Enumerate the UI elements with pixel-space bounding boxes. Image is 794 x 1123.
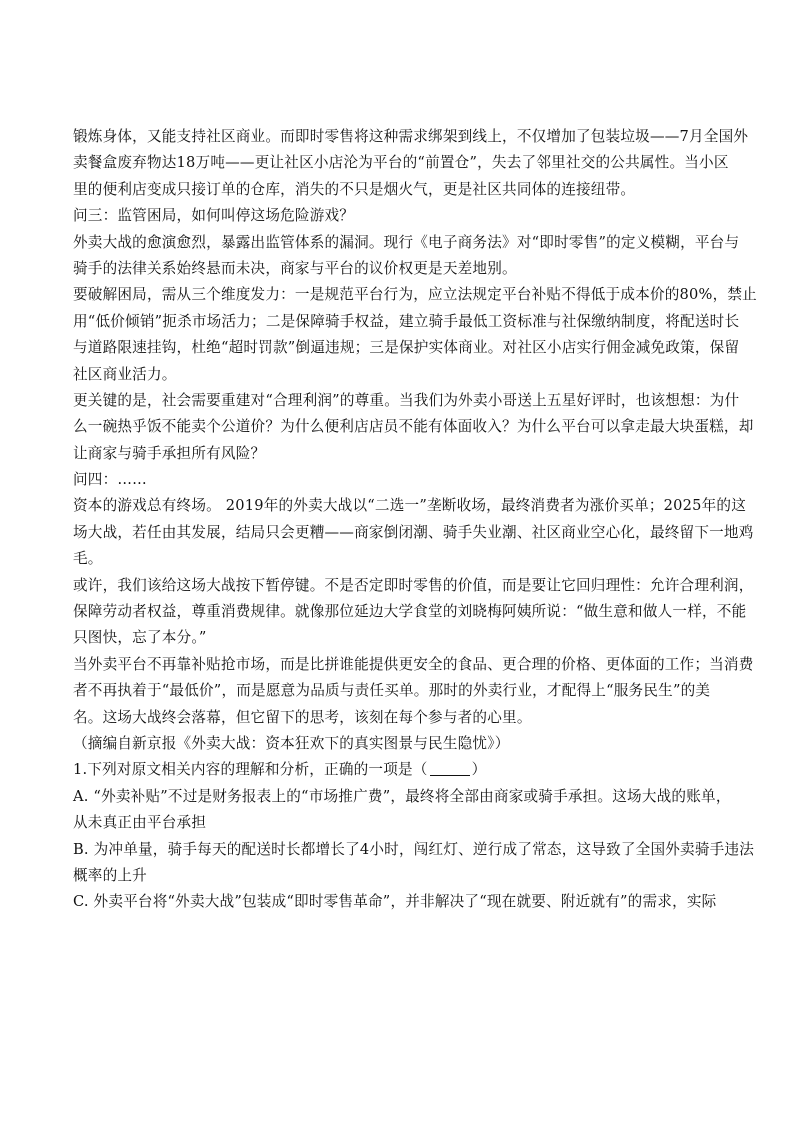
text-line: 或许，我们该给这场大战按下暂停键。不是否定即时零售的价值，而是要让它回归理性：允许合理利润， — [73, 576, 754, 594]
option-a: A. “外卖补贴”不过是财务报表上的“市场推广费”，最终将全部由商家或骑手承担。这场大战的账单， — [73, 787, 731, 805]
document-body — [73, 124, 757, 916]
text-line: 要破解困局，需从三个维度发力：一是规范平台行为，应立法规定平台补贴不得低于成本价的80%，禁止 — [73, 286, 757, 304]
answer-blank — [430, 761, 470, 776]
question-text: 1.下列对原文相关内容的理解和分析，正确的一项是（ — [73, 761, 428, 779]
option-b: B. 为冲单量，骑手每天的配送时长都增长了4小时，闯红灯、逆行成了常态，这导致了全国外卖骑手违法 — [73, 840, 755, 858]
text-line: 里的便利店变成只接订单的仓库，消失的不只是烟火气，更是社区共同体的连接纽带。 — [73, 180, 636, 198]
option-c: C. 外卖平台将“外卖大战”包装成“即时零售革命”，并非解决了“现在就要、附近就有”的需求，实际 — [73, 893, 717, 911]
text-line: 与道路限速挂钩，杜绝“超时罚款”倒逼违规；三是保护实体商业。对社区小店实行佣金减免政策，保留 — [73, 339, 740, 357]
text-line: 资本的游戏总有终场。 2019年的外卖大战以“二选一”垄断收场，最终消费者为涨价买单；2025年的这 — [73, 497, 747, 515]
question-close: ） — [471, 761, 487, 779]
source-citation: （摘编自新京报《外卖大战：资本狂欢下的真实图景与民生隐忧》） — [73, 734, 510, 752]
option-a-cont: 从未真正由平台承担 — [73, 814, 207, 832]
section-heading-q4: 问四：…… — [73, 471, 147, 489]
text-line: 让商家与骑手承担所有风险？ — [73, 444, 266, 462]
text-line: 用“低价倾销”扼杀市场活力；二是保障骑手权益，建立骑手最低工资标准与社保缴纳制度，将配送时长 — [73, 312, 740, 330]
question-stem — [73, 757, 723, 783]
text-line: 毛。 — [73, 550, 103, 568]
text-line: 么一碗热乎饭不能卖个公道价？为什么便利店店员不能有体面收入？为什么平台可以拿走最大块蛋糕，却 — [73, 418, 754, 436]
text-line: 卖餐盒废弃物达18万吨——更让社区小店沦为平台的“前置仓”，失去了邻里社交的公共属性。当小区 — [73, 154, 729, 172]
option-b-cont: 概率的上升 — [73, 866, 147, 884]
text-line: 骑手的法律关系始终悬而未决，商家与平台的议价权更是天差地别。 — [73, 259, 517, 277]
text-line: 场大战，若任由其发展，结局只会更糟——商家倒闭潮、骑手失业潮、社区商业空心化，最终留下一地鸡 — [73, 523, 754, 541]
text-line: 锻炼身体，又能支持社区商业。而即时零售将这种需求绑架到线上，不仅增加了包装垃圾——7月全国外 — [73, 128, 749, 145]
text-line: 名。这场大战终会落幕，但它留下的思考，该刻在每个参与者的心里。 — [73, 708, 532, 726]
text-line: 更关键的是，社会需要重建对“合理利润”的尊重。当我们为外卖小哥送上五星好评时，也该想想：为什 — [73, 391, 740, 409]
text-line: 当外卖平台不再靠补贴抢市场，而是比拼谁能提供更安全的食品、更合理的价格、更体面的工作；当消费 — [73, 655, 754, 673]
text-line: 外卖大战的愈演愈烈，暴露出监管体系的漏洞。现行《电子商务法》对“即时零售”的定义模糊，平台与 — [73, 233, 740, 251]
text-line: 只图快，忘了本分。” — [73, 629, 207, 647]
text-line: 者不再执着于“最低价”，而是愿意为品质与责任买单。那时的外卖行业，才配得上“服务民生”的美 — [73, 682, 711, 700]
text-line: 社区商业活力。 — [73, 365, 177, 383]
text-line: 保障劳动者权益，尊重消费规律。就像那位延边大学食堂的刘晓梅阿姨所说：“做生意和做人一样，不能 — [73, 603, 747, 621]
section-heading-q3: 问三：监管困局，如何叫停这场危险游戏？ — [73, 207, 355, 225]
